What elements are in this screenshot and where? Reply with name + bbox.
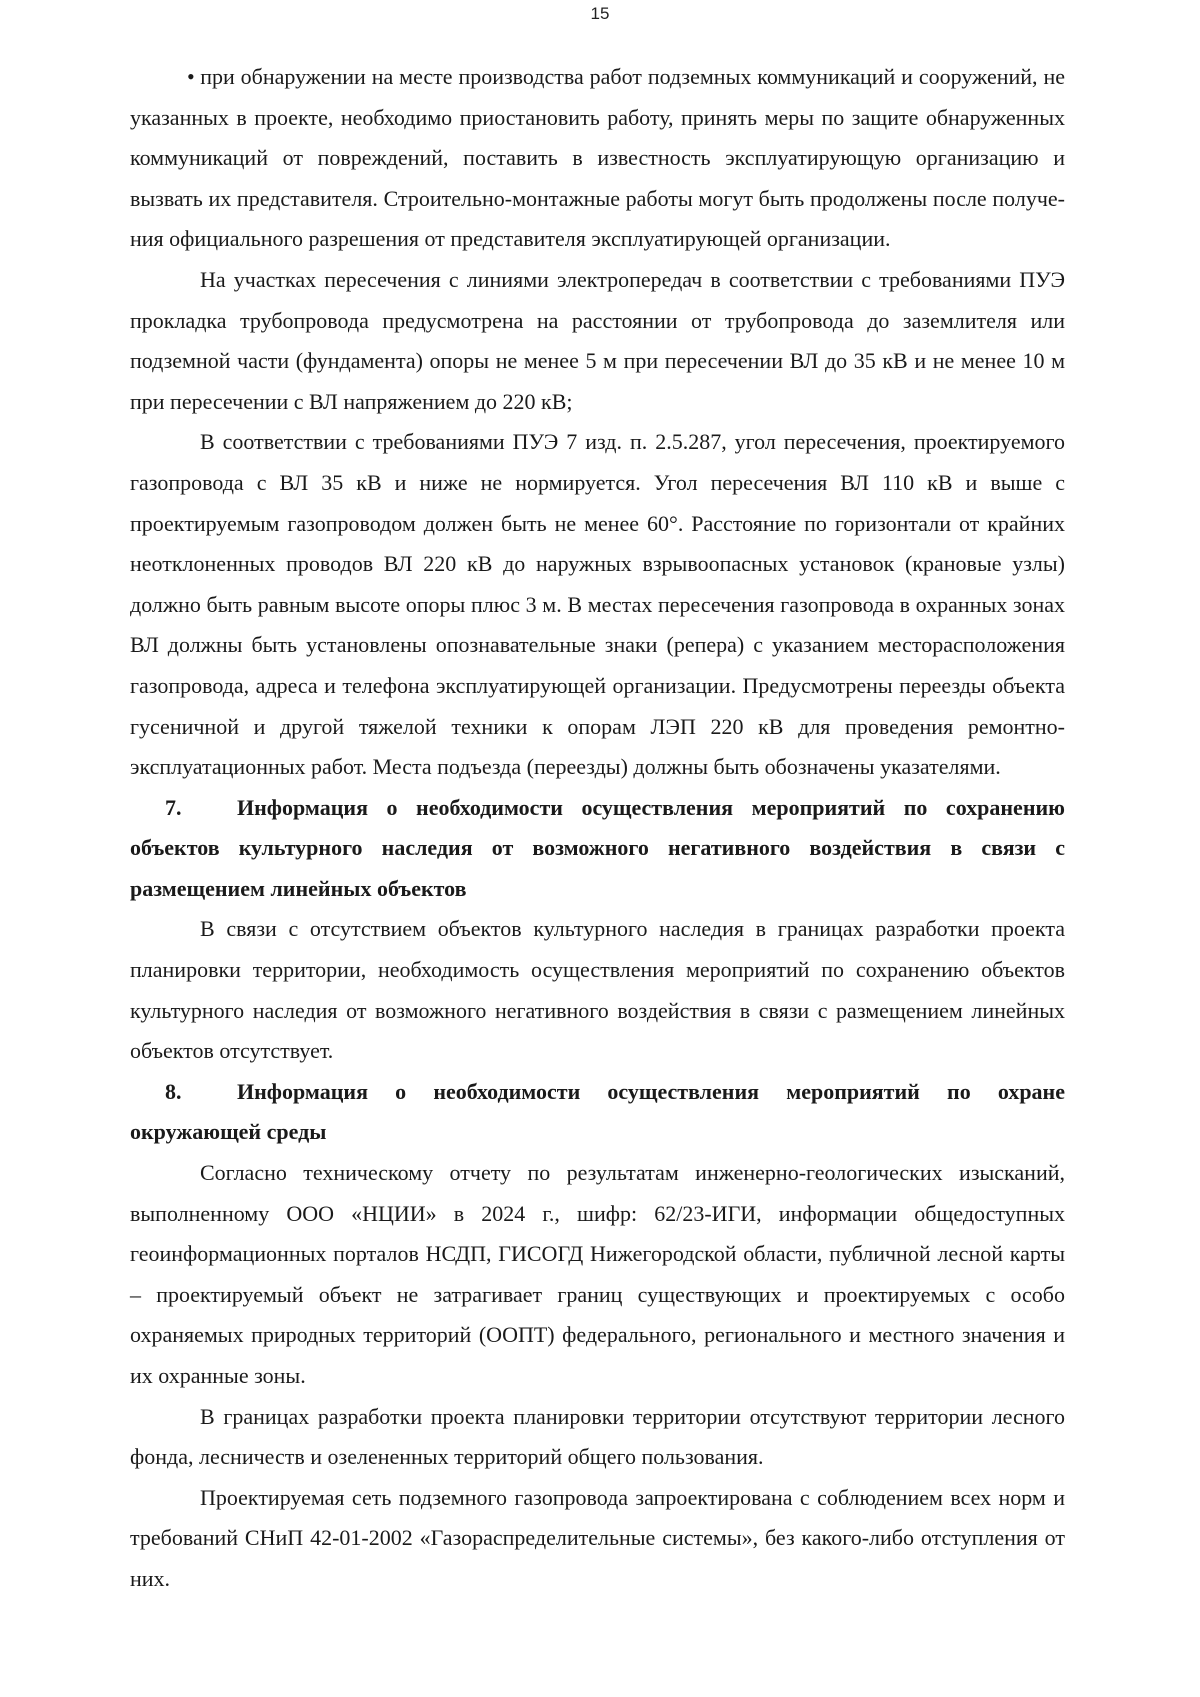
section-8-title: Информация о необходимости осуществления мероприятий по охране окружающей среды — [130, 1078, 1065, 1145]
section-7-paragraph: В связи с отсутствием объектов культурного наследия в границах разработки проекта планировки территории, необходимость осуществления мероприятий по сохранению объектов культурного наследия от возможного негативного воздействия в связи с размещением линейных объектов отсутствует. — [130, 916, 1065, 1064]
bullet-paragraph-text: при обнаружении на месте производства работ подземных коммуникаций и сооружений, не указанных в проекте, необходимо приостановить работу, принять меры по защите обнаруженных коммуникаций от повреждений, поставить в известность эксплуатирующую организацию и вызвать их представителя. Строительно-монтажные работы могут быть продолжены после получе-ния официального разрешения от представителя эксплуатирующей организации. — [130, 64, 1065, 252]
section-8-number: 8. — [165, 1078, 182, 1104]
bullet-paragraph — [130, 57, 1065, 260]
page-content — [130, 57, 1065, 1600]
paragraph-power-line-crossing: На участках пересечения с линиями электропередач в соответствии с требованиями ПУЭ прокладка трубопровода предусмотрена на расстоянии от трубопровода до заземлителя или подземной части (фундамента) опоры не менее 5 м при пересечении ВЛ до 35 кВ и не менее 10 м при пересечении с ВЛ напряжением до 220 кВ; — [130, 266, 1065, 414]
section-8-paragraph-forest: В границах разработки проекта планировки территории отсутствуют территории лесного фонда, лесничеств и озелененных территорий общего пользования. — [130, 1403, 1065, 1470]
section-8-paragraph-survey: Согласно техническому отчету по результатам инженерно-геологических изысканий, выполненному ООО «НЦИИ» в 2024 г., шифр: 62/23-ИГИ, информации общедоступных геоинформационных порталов НСДП, ГИСОГД Нижегородской области, публичной лесной карты – проектируемый объект не затрагивает границ существующих и проектируемых с особо охраняемых природных территорий (ООПТ) федерального, регионального и местного значения и их охранные зоны. — [130, 1160, 1065, 1388]
section-7-heading — [130, 788, 1065, 910]
section-8-paragraph-norms: Проектируемая сеть подземного газопровода запроектирована с соблюдением всех норм и требований СНиП 42-01-2002 «Газораспределительные системы», без какого-либо отступления от них. — [130, 1484, 1065, 1591]
page-number: 15 — [590, 4, 610, 23]
section-8-heading — [130, 1072, 1065, 1153]
section-7-title: Информация о необходимости осуществления мероприятий по сохранению объектов культурного наследия от возможного негативного воздействия в связи с размещением линейных объектов — [130, 794, 1065, 901]
paragraph-crossing-angle: В соответствии с требованиями ПУЭ 7 изд. п. 2.5.287, угол пересечения, проектируемого газопровода с ВЛ 35 кВ и ниже не нормируется. Угол пересечения ВЛ 110 кВ и выше с проектируемым газопроводом должен быть не менее 60°. Расстояние по горизонтали от крайних неотклоненных проводов ВЛ 220 кВ до наружных взрывоопасных установок (крановые узлы) должно быть равным высоте опоры плюс 3 м. В местах пересечения газопровода в охранных зонах ВЛ должны быть установлены опознавательные знаки (репера) с указанием месторасположения газопровода, адреса и телефона эксплуатирующей организации. Предусмотрены переезды объекта гусеничной и другой тяжелой техники к опорам ЛЭП 220 кВ для проведения ремонтно-эксплуатационных работ. Места подъезда (переезды) должны быть обозначены указателями. — [130, 429, 1065, 780]
section-7-number: 7. — [165, 794, 182, 820]
bullet-icon: • — [187, 64, 195, 89]
